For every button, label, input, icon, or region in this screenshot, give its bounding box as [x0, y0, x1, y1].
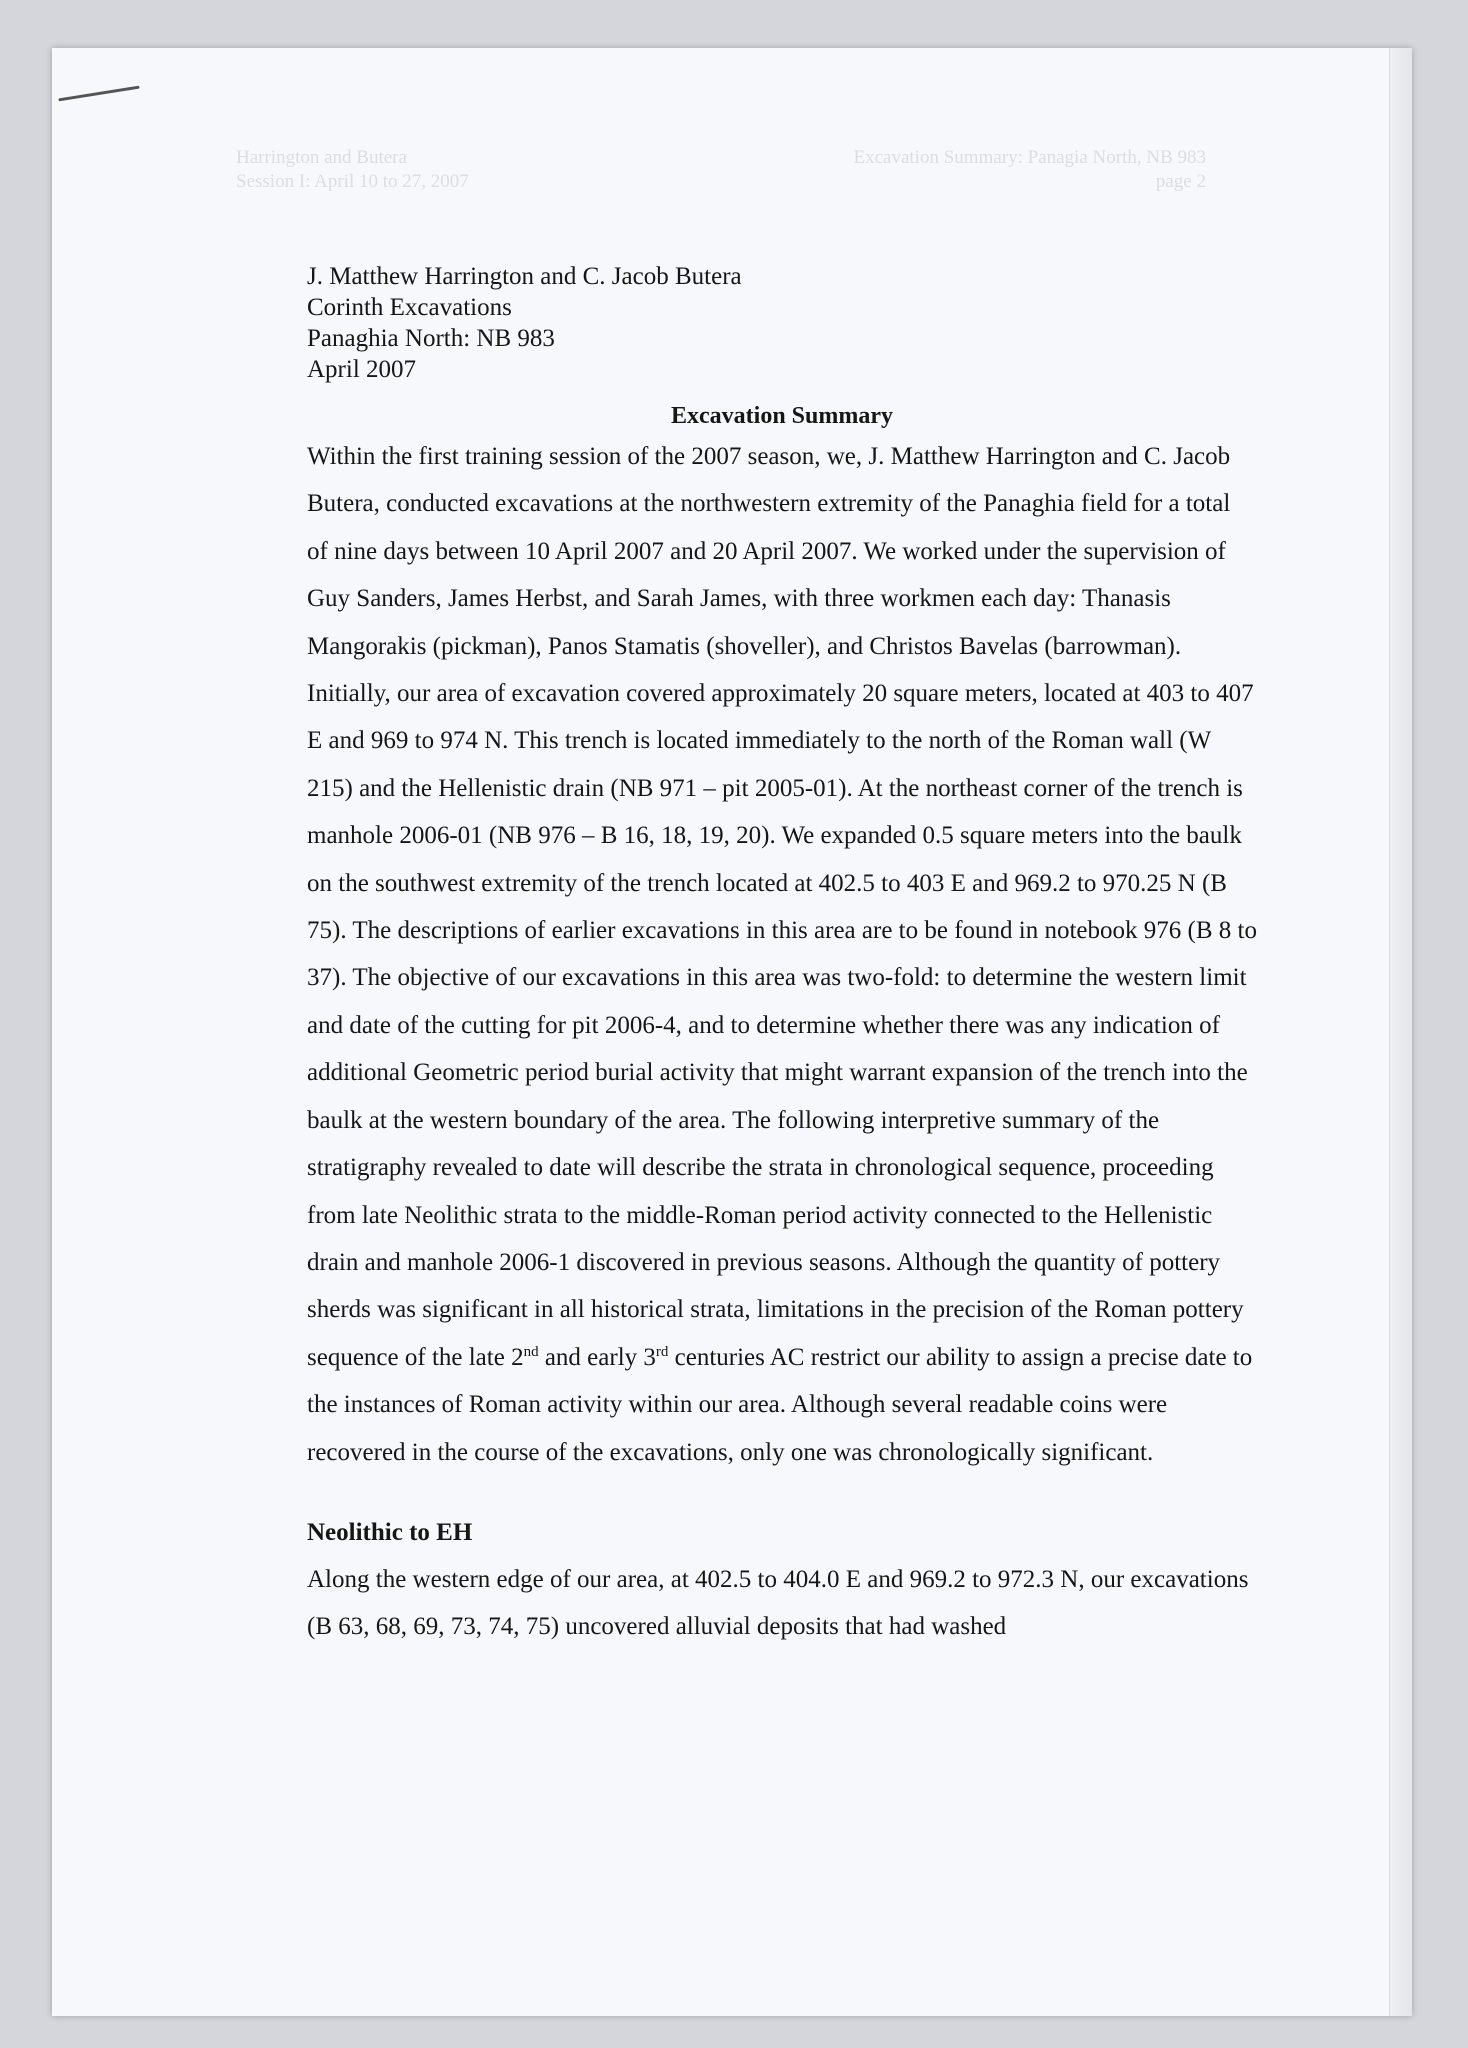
- bleed-header-left-line2: Session I: April 10 to 27, 2007: [236, 171, 469, 192]
- section-paragraph: Along the western edge of our area, at 402.5 to 404.0 E and 969.2 to 972.3 N, our excavations (B 63, 68, 69, 73, 74, 75) uncovered alluvial deposits that had washed: [307, 1565, 1249, 1641]
- bleed-header-left: [236, 146, 469, 194]
- authors-line: J. Matthew Harrington and C. Jacob Butera: [307, 263, 742, 290]
- location-line: Panaghia North: NB 983: [307, 325, 555, 352]
- bleed-header-right-line1: Excavation Summary: Panagia North, NB 983: [853, 147, 1206, 168]
- document-page: [52, 48, 1412, 2016]
- summary-paragraph: [307, 433, 1257, 1476]
- section-heading: Neolithic to EH: [307, 1518, 473, 1546]
- summary-text-3: centuries AC restrict our ability to assign a precise date to the instances of Roman activity within our area. Although several readable coins were recovered in the course of the excavations, only one was chronologically significant.: [307, 1343, 1253, 1466]
- document-content: [307, 261, 1257, 1651]
- bleed-header-right-line2: page 2: [1155, 171, 1206, 192]
- project-line: Corinth Excavations: [307, 294, 512, 321]
- summary-text-1: Within the first training session of the 2007 season, we, J. Matthew Harrington and C. Jacob Butera, conducted excavations at the northwestern extremity of the Panaghia field for a total of nine days between 10 April 2007 and 20 April 2007. We worked under the supervision of Guy Sanders, James Herbst, and Sarah James, with three workmen each day: Thanasis Mangorakis (pickman), Panos Stamatis (shoveller), and Christos Bavelas (barrowman). Initially, our area of excavation covered approximately 20 square meters, located at 403 to 407 E and 969 to 974 N. This trench is located immediately to the north of the Roman wall (W 215) and the Hellenistic drain (NB 971 – pit 2005-01). At the northeast corner of the trench is manhole 2006-01 (NB 976 – B 16, 18, 19, 20). We expanded 0.5 square meters into the baulk on the southwest extremity of the trench located at 402.5 to 403 E and 969.2 to 970.25 N (B 75). The descriptions of earlier excavations in this area are to be found in notebook 976 (B 8 to 37). The objective of our excavations in this area was two-fold: to determine the western limit and date of the cutting for pit 2006-4, and to determine whether there was any indication of additional Geometric period burial activity that might warrant expansion of the trench into the baulk at the western boundary of the area. The following interpretive summary of the stratigraphy revealed to date will describe the strata in chronological sequence, proceeding from late Neolithic strata to the middle-Roman period activity connected to the Hellenistic drain and manhole 2006-1 discovered in previous seasons. Although the quantity of pottery sherds was significant in all historical strata, limitations in the precision of the Roman pottery sequence of the late 2: [307, 443, 1257, 1371]
- page-edge: [1389, 48, 1412, 2016]
- address-block: [307, 261, 1257, 385]
- date-line: April 2007: [307, 356, 417, 383]
- superscript-nd: nd: [523, 1343, 539, 1360]
- bleed-header-right: [854, 146, 1207, 194]
- bleed-header-left-line1: Harrington and Butera: [236, 147, 407, 168]
- staple-mark: [58, 86, 139, 102]
- superscript-rd: rd: [655, 1343, 669, 1360]
- summary-text-2: and early 3: [538, 1343, 656, 1371]
- page-title: Excavation Summary: [671, 403, 893, 429]
